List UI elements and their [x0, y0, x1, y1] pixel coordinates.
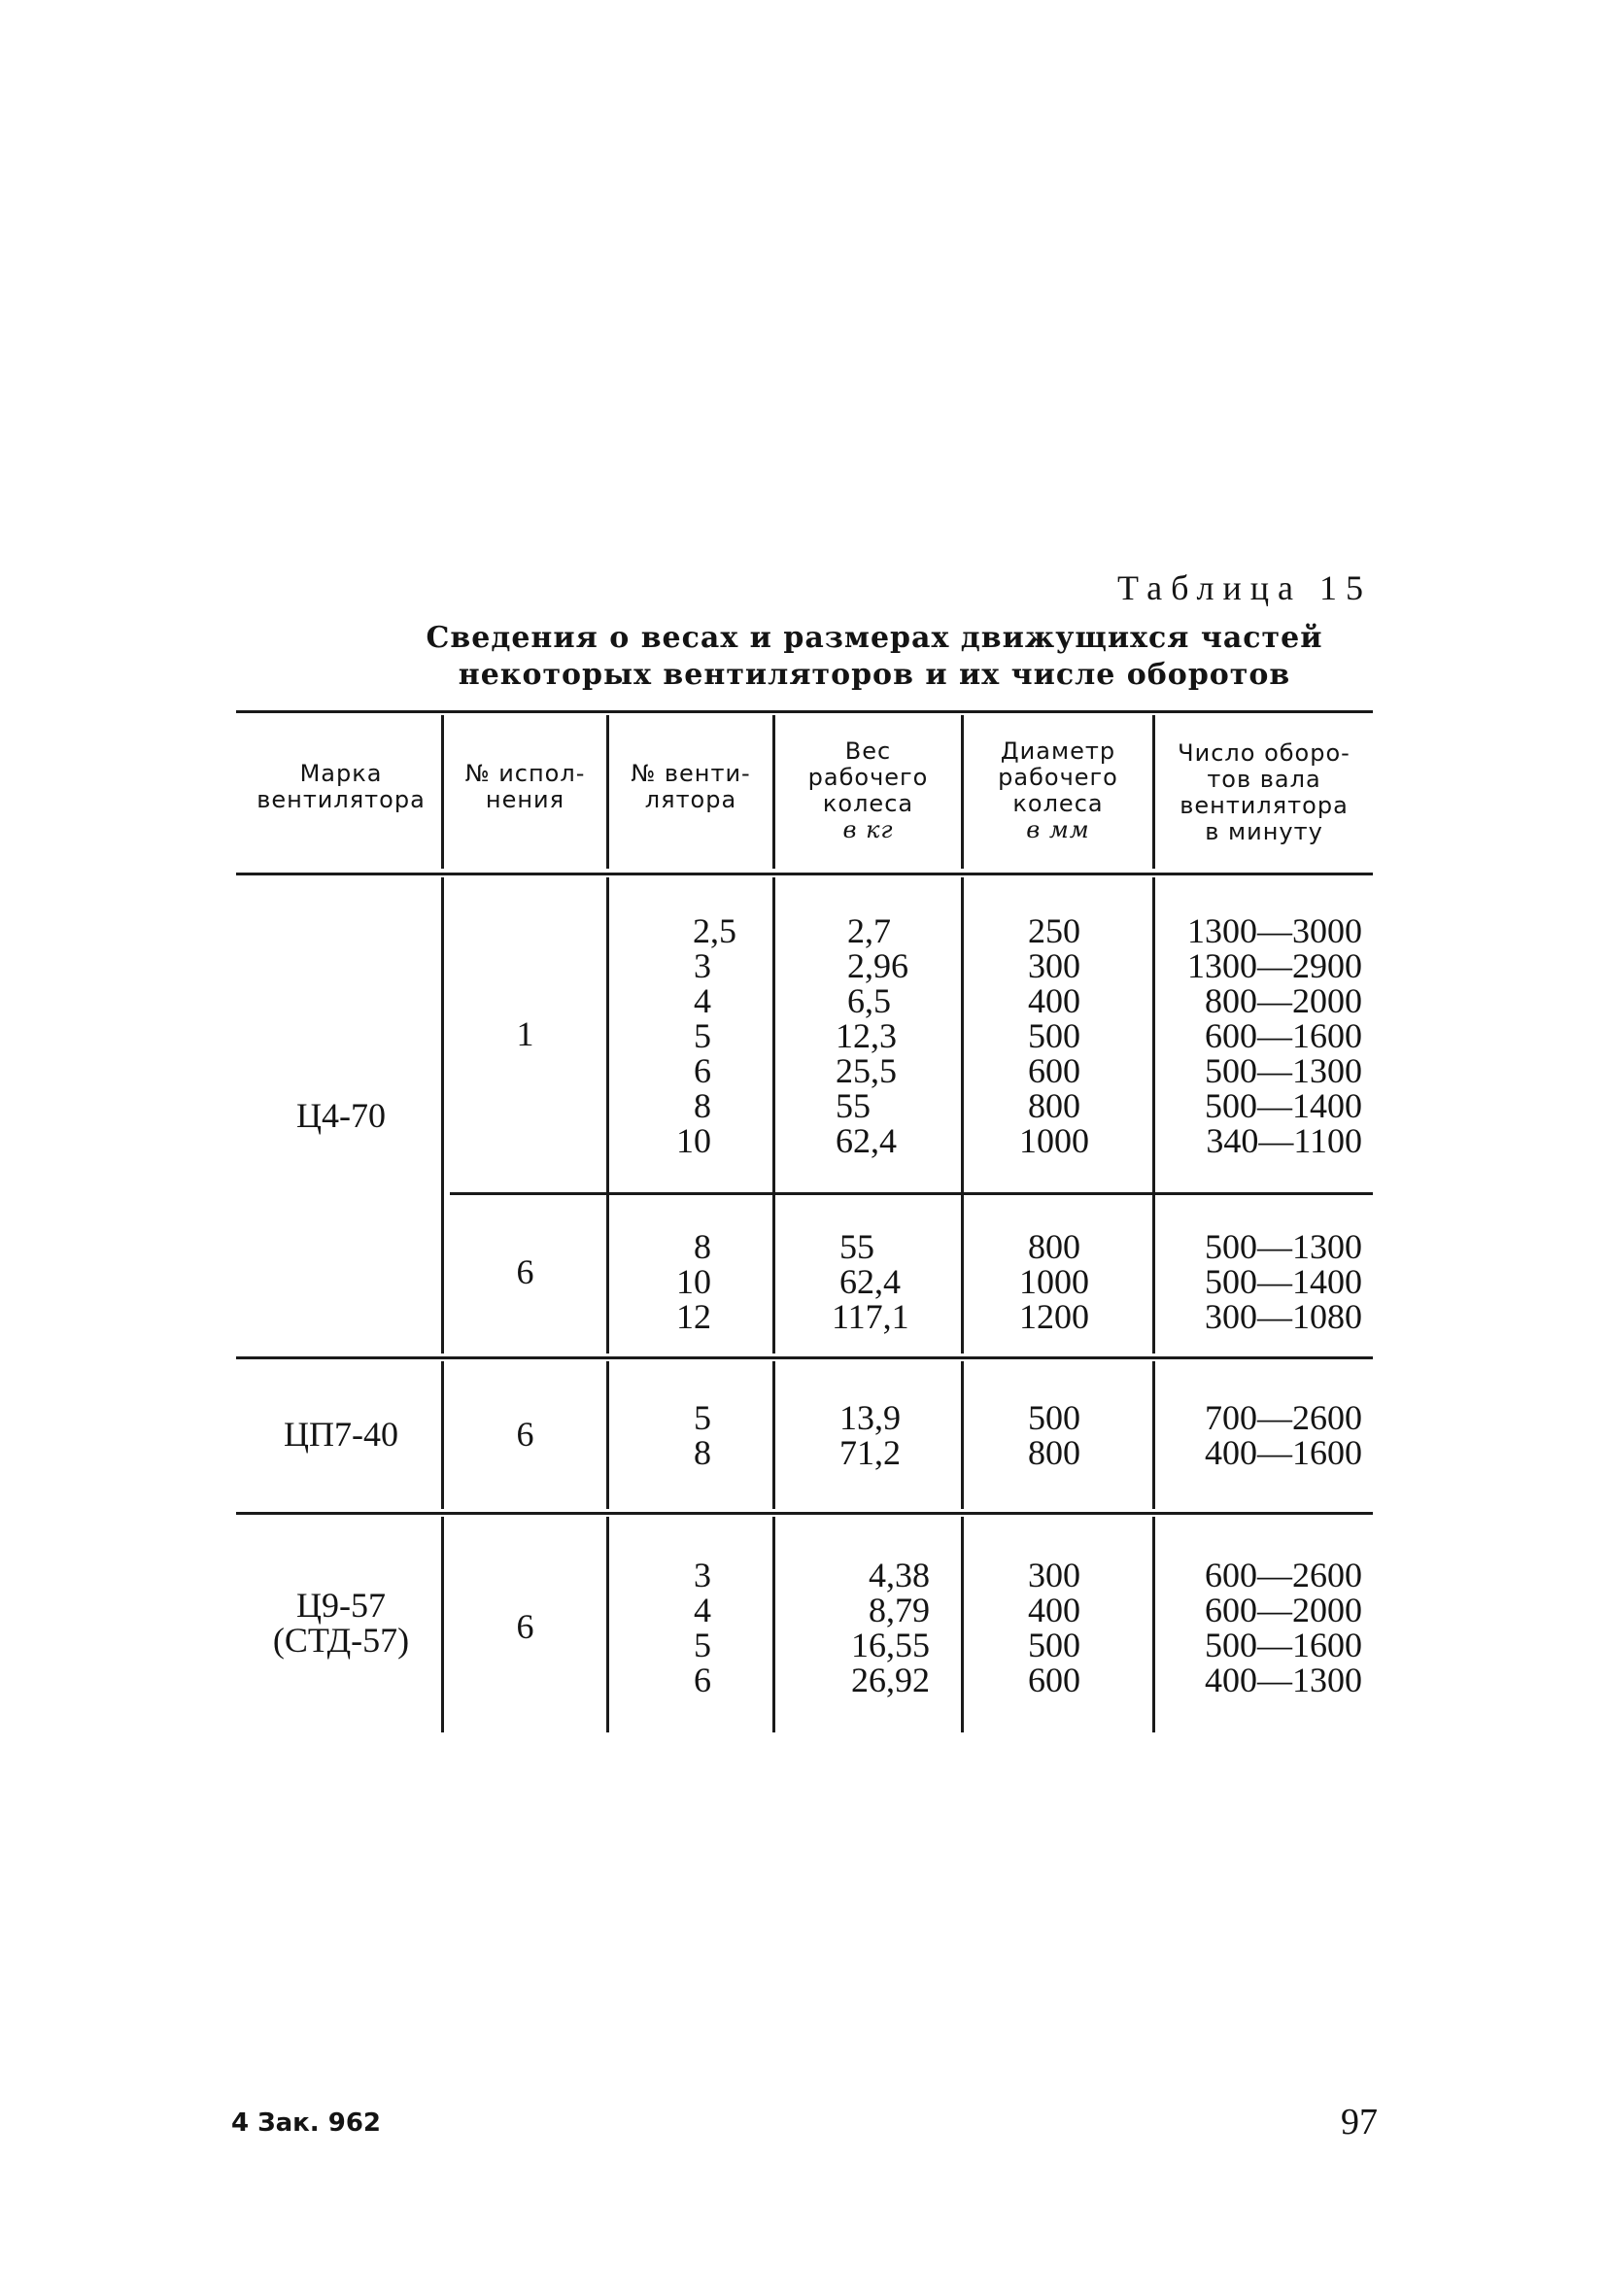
table-cell: 1200: [1019, 1297, 1089, 1336]
table-cell: 13,9: [839, 1398, 901, 1437]
table-cell: 400—1300: [1205, 1661, 1362, 1699]
diameter-list: [1001, 913, 1108, 1158]
column-rule: [961, 1361, 964, 1509]
header-weight: Вес рабочего колеса в кг: [807, 737, 929, 843]
table-cell: 500—1600: [1205, 1626, 1362, 1664]
table-title-line: Сведения о весах и размерах движущихся частей: [426, 621, 1323, 655]
table-cell: 55: [839, 1227, 874, 1266]
table-cell: 300—1080: [1205, 1297, 1362, 1336]
table-cell: 12,3: [836, 1016, 897, 1055]
brand-cell: Ц9-57 (СТД-57): [272, 1586, 410, 1660]
column-rule: [772, 1517, 775, 1732]
table-cell: 700—2600: [1205, 1398, 1362, 1437]
table-cell: 4: [694, 1591, 711, 1629]
header-rpm: Число оборо- тов вала вентилятора в минуту: [1178, 739, 1351, 845]
table-cell: 5: [694, 1626, 711, 1664]
table-cell: 400: [1028, 1591, 1080, 1629]
table-cell: 5: [694, 1016, 711, 1055]
table-cell: 10: [676, 1121, 711, 1160]
fan-number-list: [641, 1400, 711, 1470]
table-cell: 2,5: [693, 911, 736, 950]
print-order-note: 4 Зак. 962: [231, 2108, 382, 2138]
table-cell: 800—2000: [1205, 981, 1362, 1020]
brand-cell: ЦП7-40: [284, 1415, 398, 1454]
table-cell: 500: [1028, 1016, 1080, 1055]
diameter-list: [1001, 1400, 1108, 1470]
table-cell: 600—1600: [1205, 1016, 1362, 1055]
table-cell: 500: [1028, 1398, 1080, 1437]
version-cell: 1: [516, 1014, 534, 1053]
header-version: № испол- нения: [464, 760, 586, 813]
table-cell: 300: [1028, 1556, 1080, 1594]
table-cell: 600: [1028, 1661, 1080, 1699]
table-cell: 12: [676, 1297, 711, 1336]
table-cell: 500—1300: [1205, 1227, 1362, 1266]
table-cell: 600—2000: [1205, 1591, 1362, 1629]
table-cell: 4,38: [869, 1556, 930, 1594]
group-divider: [236, 1356, 1373, 1359]
table-cell: 8: [694, 1227, 711, 1266]
table-cell: 26,92: [851, 1661, 930, 1699]
header-diameter: Диаметр рабочего колеса в мм: [998, 737, 1118, 843]
table-title: [369, 620, 1380, 694]
table-cell: 2,7: [847, 911, 891, 950]
table-cell: 3: [694, 1556, 711, 1594]
brand-cell: Ц4-70: [296, 1096, 386, 1135]
column-rule: [606, 877, 609, 1354]
table-cell: 117,1: [832, 1297, 909, 1336]
column-rule: [772, 1361, 775, 1509]
column-rule: [606, 1361, 609, 1509]
column-rule: [606, 1517, 609, 1732]
table-cell: 16,55: [851, 1626, 930, 1664]
diameter-list: [1001, 1558, 1108, 1697]
fan-number-list: [641, 913, 736, 1158]
table-number: Таблица 15: [1117, 568, 1372, 607]
table-cell: 250: [1028, 911, 1080, 950]
table-cell: 600: [1028, 1051, 1080, 1090]
table-cell: 6: [694, 1661, 711, 1699]
page-number: 97: [1341, 2102, 1378, 2142]
table-cell: 800: [1028, 1227, 1080, 1266]
table-cell: 4: [694, 981, 711, 1020]
table-cell: 2,96: [847, 946, 908, 985]
table-cell: 500: [1028, 1626, 1080, 1664]
header-brand: Марка вентилятора: [256, 760, 426, 813]
table-cell: 500—1400: [1205, 1086, 1362, 1125]
table-cell: 8,79: [869, 1591, 930, 1629]
column-rule: [961, 877, 964, 1354]
table-cell: 25,5: [836, 1051, 897, 1090]
table-cell: 400: [1028, 981, 1080, 1020]
table-cell: 10: [676, 1262, 711, 1301]
fan-number-list: [641, 1229, 711, 1334]
rpm-list: [1155, 1400, 1362, 1470]
header-fan-number: № венти- лятора: [631, 760, 751, 813]
table-cell: 6,5: [847, 981, 891, 1020]
table-cell: 1000: [1019, 1262, 1089, 1301]
table-cell: 3: [694, 946, 711, 985]
table-cell: 1000: [1019, 1121, 1089, 1160]
table-cell: 6: [694, 1051, 711, 1090]
version-cell: 6: [516, 1415, 534, 1454]
table-cell: 800: [1028, 1086, 1080, 1125]
weight-list: [839, 1400, 961, 1470]
table-title-line: некоторых вентиляторов и их числе оборотов: [458, 658, 1291, 692]
rpm-list: [1155, 1558, 1362, 1697]
fan-number-list: [641, 1558, 711, 1697]
rpm-list: [1155, 913, 1362, 1158]
version-cell: 6: [516, 1252, 534, 1291]
weight-list: [806, 1558, 930, 1697]
table-cell: 62,4: [839, 1262, 901, 1301]
header-bottom-rule: [236, 873, 1373, 875]
table-cell: 800: [1028, 1433, 1080, 1472]
table-cell: 300: [1028, 946, 1080, 985]
table-cell: 340—1100: [1206, 1121, 1362, 1160]
weight-list: [836, 913, 961, 1158]
table-cell: 500—1300: [1205, 1051, 1362, 1090]
group-divider: [236, 1512, 1373, 1515]
table-cell: 71,2: [839, 1433, 901, 1472]
group-divider: [450, 1192, 1373, 1195]
header-top-rule: [236, 710, 1373, 713]
column-rule: [961, 1517, 964, 1732]
diameter-list: [1001, 1229, 1108, 1334]
weight-list: [832, 1229, 961, 1334]
table-cell: 5: [694, 1398, 711, 1437]
table-cell: 8: [694, 1433, 711, 1472]
table-cell: 1300—2900: [1187, 946, 1362, 985]
table-cell: 1300—3000: [1187, 911, 1362, 950]
table-cell: 55: [836, 1086, 871, 1125]
table-cell: 8: [694, 1086, 711, 1125]
version-cell: 6: [516, 1607, 534, 1646]
table-cell: 500—1400: [1205, 1262, 1362, 1301]
table-cell: 600—2600: [1205, 1556, 1362, 1594]
table-cell: 400—1600: [1205, 1433, 1362, 1472]
column-rule: [772, 877, 775, 1354]
table-cell: 62,4: [836, 1121, 897, 1160]
rpm-list: [1155, 1229, 1362, 1334]
